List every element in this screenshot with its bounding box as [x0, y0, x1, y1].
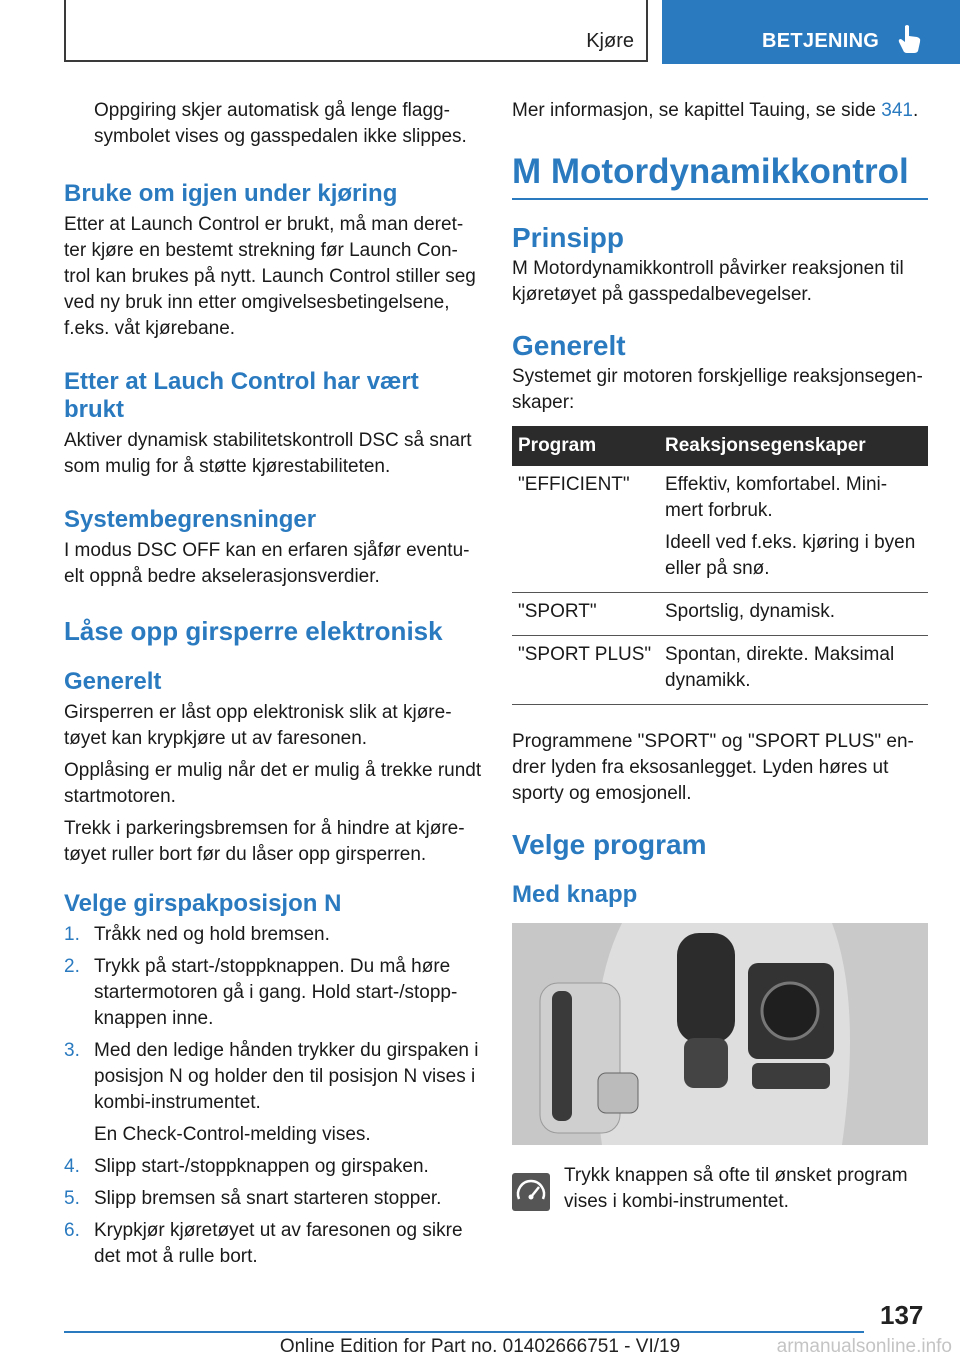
page-reference-link[interactable]: 341: [881, 100, 913, 121]
heading-general: Generelt: [512, 330, 626, 361]
intro-text: Oppgiring skjer automatisk gå lenge flagg-symbolet vises og gasspedalen ikke slippes.: [94, 100, 467, 147]
footer-edition-text: Online Edition for Part no. 01402666751 - VI/19: [279, 1336, 681, 1357]
note-block: [512, 1163, 928, 1215]
unlock-paragraph-1: Girsperren er låst opp elektronisk slik at kjøre-tøyet kan krypkjøre ut av faresonen.: [64, 702, 452, 749]
header-section-box: [64, 0, 648, 62]
principle-text: M Motordynamikkontroll påvirker reaksjonen til kjøretøyet på gasspedalbevegelser.: [512, 258, 904, 305]
left-column: [64, 98, 482, 1270]
system-limits-text: I modus DSC OFF kan en erfaren sjåfør eventu-elt oppnå bedre akselerasjonsverdier.: [64, 540, 470, 587]
heading-select-n: Velge girspakposisjon N: [64, 890, 342, 917]
column-header-reaction: Reaksjonsegenskaper: [659, 426, 928, 466]
header-section-label: Kjøre: [586, 30, 634, 52]
reuse-text: Etter at Launch Control er brukt, må man deret-ter kjøre en bestemt strekning før Launch Con-trol kan brukes på nytt. Launch Control stiller seg ved ny bruk inn etter omgivelsesbetingelsene, f.eks. våt kjørebane.: [64, 214, 476, 339]
after-table-text: Programmene "SPORT" og "SPORT PLUS" en-drer lyden fra eksosanlegget. Lyden høres ut sporty og emosjonell.: [512, 731, 914, 804]
heading-unlock-general: Generelt: [64, 668, 162, 695]
more-info-text: Mer informasjon, se kapittel Tauing, se side 341.: [512, 100, 919, 121]
list-item: 5. Slipp bremsen så snart starteren stopper.: [64, 1188, 442, 1209]
table-row: "EFFICIENT" Effektiv, komfortabel. Mini-mert forbruk. Ideell ved f.eks. kjøring i byen eller på snø.: [512, 466, 928, 593]
table-row: "SPORT" Sportslig, dynamisk.: [512, 593, 928, 636]
program-table: [512, 426, 928, 705]
header-chapter-tab: [662, 0, 960, 64]
column-header-program: Program: [512, 426, 659, 466]
select-n-steps: [64, 922, 482, 1270]
list-item: 2. Trykk på start-/stoppknappen. Du må høre startermotoren gå i gang. Hold start-/stopp-knappen inne.: [64, 956, 458, 1029]
after-launch-text: Aktiver dynamisk stabilitetskontroll DSC så snart som mulig for å støtte kjørestabiliteten.: [64, 430, 472, 477]
watermark-text: armanualsonline.info: [776, 1336, 952, 1357]
heading-reuse: Bruke om igjen under kjøring: [64, 180, 398, 207]
footer-divider: [64, 1331, 864, 1333]
list-item: 6. Krypkjør kjøretøyet ut av faresonen og sikre det mot å rulle bort.: [64, 1220, 463, 1267]
unlock-paragraph-3: Trekk i parkeringsbremsen for å hindre at kjøre-tøyet ruller bort før du låser opp girsperren.: [64, 818, 465, 865]
heading-m-motor-dynamics: M Motordynamikkontrol: [512, 152, 928, 200]
page-number: 137: [880, 1300, 924, 1330]
speedometer-icon: [512, 1173, 550, 1211]
heading-after-launch: Etter at Lauch Control har vært brukt: [64, 368, 419, 423]
list-item: 4. Slipp start-/stoppknappen og girspaken.: [64, 1156, 429, 1177]
note-text: Trykk knappen så ofte til ønsket program vises i kombi-instrumentet.: [564, 1165, 908, 1212]
center-console-illustration: [512, 923, 928, 1145]
step-3-subnote: En Check-Control-melding vises.: [94, 1124, 371, 1145]
pointing-hand-icon: [896, 24, 922, 54]
list-item: 1. Tråkk ned og hold bremsen.: [64, 924, 330, 945]
center-console-photo: [512, 923, 928, 1145]
list-item: 3. Med den ledige hånden trykker du girspaken i posisjon N og holder den til posisjon N vises i kombi-instrumentet. En Check-Control-melding vises.: [64, 1038, 482, 1148]
heading-principle: Prinsipp: [512, 222, 625, 253]
header-chapter-label: BETJENING: [762, 30, 880, 52]
heading-with-button: Med knapp: [512, 881, 638, 908]
table-row: "SPORT PLUS" Spontan, direkte. Maksimal dynamikk.: [512, 636, 928, 705]
general-text: Systemet gir motoren forskjellige reaksjonsegen-skaper:: [512, 366, 923, 413]
heading-unlock-gear-lock: Låse opp girsperre elektronisk: [64, 616, 443, 646]
unlock-paragraph-2: Opplåsing er mulig når det er mulig å trekke rundt startmotoren.: [64, 760, 482, 807]
heading-select-program: Velge program: [512, 829, 707, 860]
right-column: [512, 98, 928, 1215]
heading-system-limits: Systembegrensninger: [64, 506, 317, 533]
